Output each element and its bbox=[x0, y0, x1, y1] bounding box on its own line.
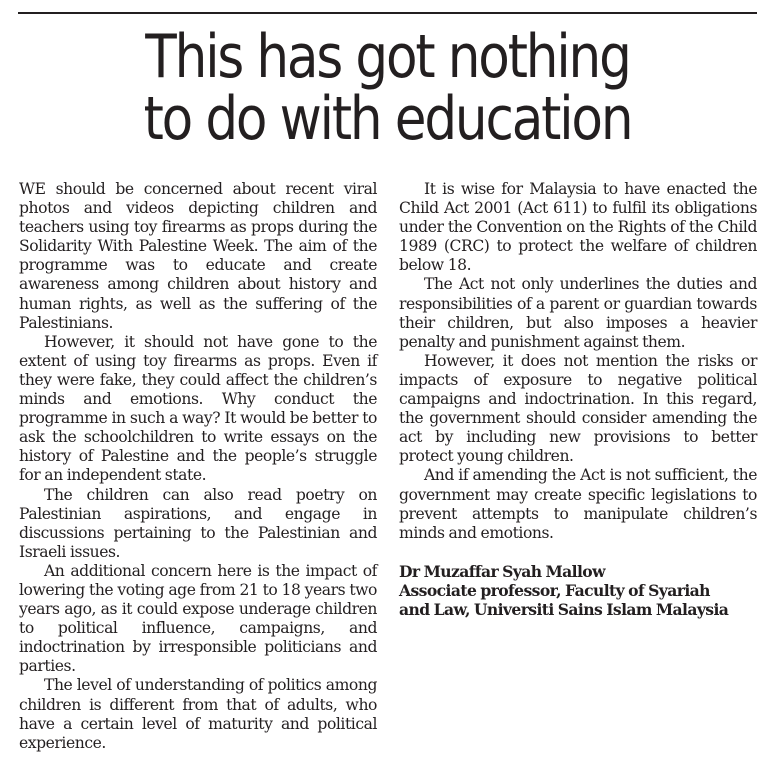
paragraph-1: WE should be concerned about recent viral photos and videos depicting children and teachers using toy firearms as props during the Solidarity With Palestine Week. The aim of the programme was to educate and create awareness among children about history and human rights, as well as the suffering of the Palestinians. bbox=[19, 180, 377, 332]
paragraph-7: The Act not only underlines the duties and responsibilities of a parent or guardian towards their children, but also imposes a heavier penalty and punishment against them. bbox=[399, 275, 757, 351]
paragraph-6: It is wise for Malaysia to have enacted the Child Act 2001 (Act 611) to fulfil its obligations under the Convention on the Rights of the Child 1989 (CRC) to protect the welfare of children below 18. bbox=[399, 180, 757, 275]
author-name: Dr Muzaffar Syah Mallow bbox=[399, 561, 605, 581]
paragraph-5: The level of understanding of politics among children is different from that of adults, who have a certain level of maturity and political experience. bbox=[19, 676, 377, 752]
top-rule-divider bbox=[18, 12, 757, 14]
headline-line-2: to do with education bbox=[143, 84, 632, 154]
paragraph-9: And if amending the Act is not sufficient, the government may create specific legislations to prevent attempts to manipulate children’s minds and emotions. bbox=[399, 466, 757, 542]
paragraph-4: An additional concern here is the impact of lowering the voting age from 21 to 18 years two years ago, as it could expose underage children to political influence, campaigns, and indoctrination by irresponsible politicians and parties. bbox=[19, 561, 377, 676]
paragraph-8: However, it does not mention the risks or impacts of exposure to negative political campaigns and indoctrination. In this regard, the government should consider amending the act by including new provisions to better protect young children. bbox=[399, 351, 757, 466]
headline bbox=[54, 22, 721, 154]
author-title-line-2: and Law, Universiti Sains Islam Malaysia bbox=[399, 599, 729, 619]
author-signature bbox=[399, 562, 757, 619]
author-title-line-1: Associate professor, Faculty of Syariah bbox=[399, 580, 710, 600]
paragraph-2: However, it should not have gone to the extent of using toy firearms as props. Even if they were fake, they could affect the children’s minds and emotions. Why conduct the programme in such a way? It would be better to ask the schoolchildren to write essays on the history of Palestine and the people’s struggle for an independent state. bbox=[19, 332, 377, 485]
paragraph-3: The children can also read poetry on Palestinian aspirations, and engage in discussions pertaining to the Palestinian and Israeli issues. bbox=[19, 485, 377, 561]
headline-line-1: This has got nothing bbox=[145, 22, 630, 92]
article-body-columns bbox=[19, 180, 757, 756]
